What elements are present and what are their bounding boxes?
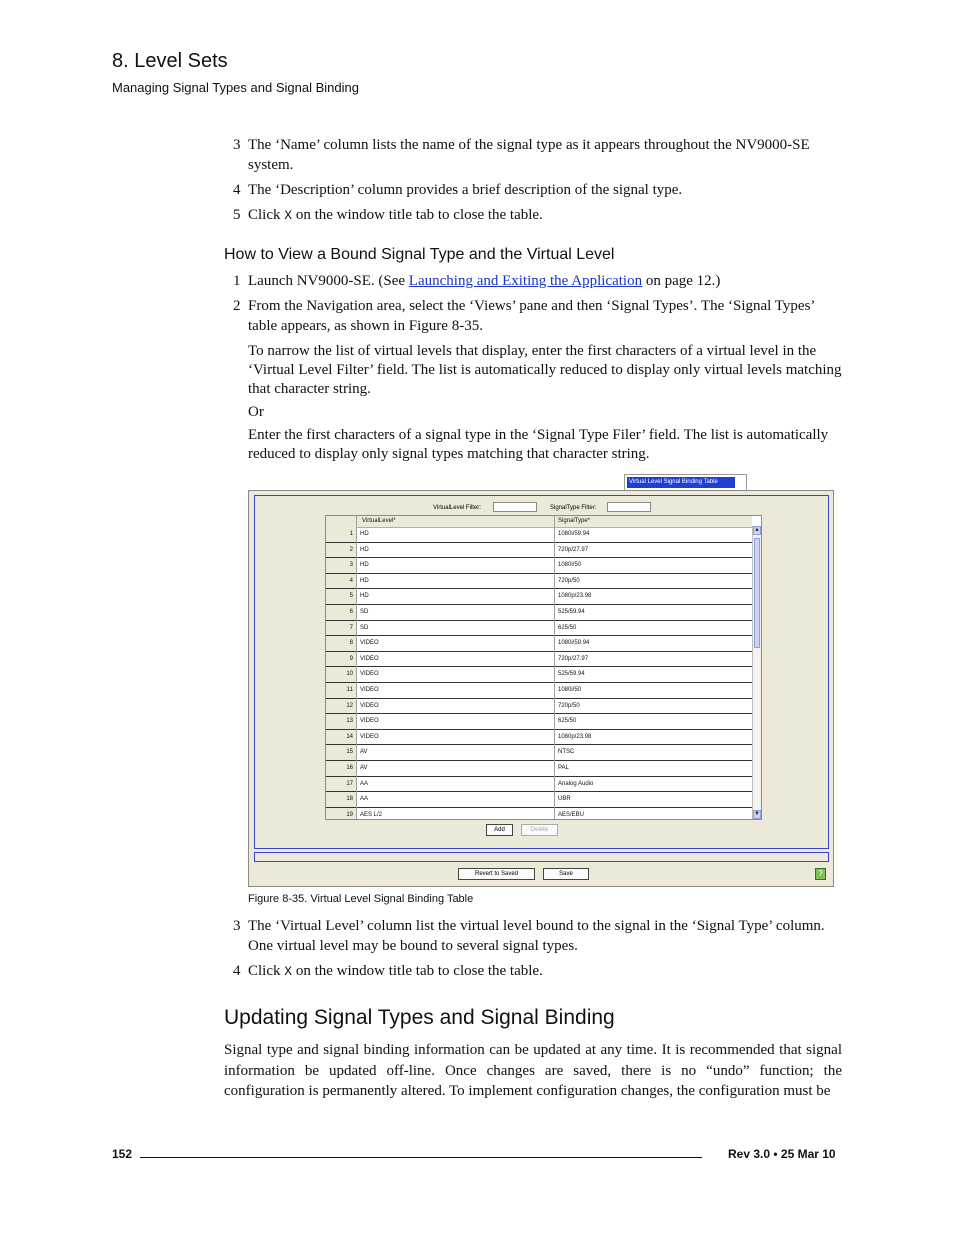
chapter-title: 8. Level Sets <box>112 50 228 72</box>
step-number: 3 <box>233 137 241 153</box>
table-row[interactable] <box>326 636 752 652</box>
column-divider <box>356 516 357 820</box>
step-item <box>233 205 843 226</box>
signal-type-cell[interactable]: 1080i/59.94 <box>558 531 590 537</box>
row-number: 11 <box>326 683 356 698</box>
binding-table <box>325 515 762 820</box>
signal-type-cell[interactable]: 1080i/50 <box>558 562 582 569</box>
virtual-level-cell[interactable]: HD <box>360 577 369 584</box>
virtual-level-filter-input[interactable] <box>493 502 537 512</box>
narrow-paragraph: To narrow the list of virtual levels that display, enter the first characters of a virtual level in the ‘Virtual Level Filter’ field. The list is automatically reduced to display only virtual levels matching that character string. <box>248 343 842 397</box>
table-row[interactable] <box>326 730 752 746</box>
save-button[interactable]: Save <box>543 868 589 880</box>
row-number: 18 <box>326 792 356 807</box>
virtual-level-cell[interactable]: AV <box>360 765 368 771</box>
virtual-level-cell[interactable]: HD <box>360 531 369 537</box>
step-number: 3 <box>233 918 241 934</box>
virtual-level-cell[interactable]: AES L/2 <box>360 811 383 818</box>
signal-type-cell[interactable]: Analog Audio <box>558 780 594 787</box>
signal-type-cell[interactable]: 720p/50 <box>558 702 580 709</box>
virtual-level-cell[interactable]: VIDEO <box>360 718 379 725</box>
row-number: 7 <box>326 621 356 636</box>
table-row[interactable] <box>326 605 752 621</box>
virtual-level-cell[interactable]: HD <box>360 593 369 600</box>
table-row[interactable] <box>326 667 752 683</box>
footer-rule <box>140 1157 702 1158</box>
close-key-code: X <box>284 964 293 979</box>
signal-type-cell[interactable]: 720p/27.97 <box>558 655 589 662</box>
row-number: 19 <box>326 808 356 820</box>
row-number: 16 <box>326 761 356 776</box>
virtual-level-cell[interactable]: VIDEO <box>360 687 379 693</box>
row-number: 4 <box>326 574 356 589</box>
subsection-heading: How to View a Bound Signal Type and the Virtual Level <box>224 246 615 263</box>
virtual-level-cell[interactable]: AA <box>360 780 369 787</box>
column-divider <box>554 516 555 820</box>
step-text: The ‘Virtual Level’ column list the virtual level bound to the signal in the ‘Signal Type’ column. One virtual level may be bound to several signal types. <box>248 918 825 954</box>
row-number: 8 <box>326 636 356 651</box>
table-row[interactable] <box>326 777 752 793</box>
step-text: Click X on the window title tab to close the table. <box>248 207 543 223</box>
step-item <box>233 271 843 291</box>
row-number: 2 <box>326 543 356 558</box>
column-header-signal-type[interactable]: SignalType* <box>558 518 591 524</box>
virtual-level-cell[interactable]: SD <box>360 624 369 631</box>
table-row[interactable] <box>326 745 752 761</box>
row-number: 6 <box>326 605 356 620</box>
tab-title: Virtual Level Signal Binding Table <box>627 477 735 488</box>
launching-link[interactable]: Launching and Exiting the Application <box>408 273 643 289</box>
page-number: 152 <box>112 1147 133 1161</box>
signal-type-cell[interactable]: 625/50 <box>558 624 577 631</box>
step-number: 4 <box>233 963 241 979</box>
revision-label: Rev 3.0 • 25 Mar 10 <box>728 1147 836 1161</box>
step-item <box>233 296 843 336</box>
row-number: 9 <box>326 652 356 667</box>
virtual-level-cell[interactable]: VIDEO <box>360 655 379 662</box>
row-number: 1 <box>326 527 356 542</box>
enter-paragraph: Enter the first characters of a signal type in the ‘Signal Type Filer’ field. The list is automatically reduced to display only signal types matching that character string. <box>248 427 829 462</box>
row-number: 14 <box>326 730 356 745</box>
virtual-level-cell[interactable]: VIDEO <box>360 640 379 647</box>
row-number: 10 <box>326 667 356 682</box>
table-row[interactable] <box>326 652 752 668</box>
column-header-virtual-level[interactable]: VirtualLevel* <box>362 518 396 524</box>
step-item <box>233 961 843 982</box>
step-text: Launch NV9000-SE. (See Launching and Exiting the Application on page 12.) <box>248 273 721 289</box>
revert-to-saved-button[interactable]: Revert to Saved <box>458 868 535 880</box>
step-item <box>233 180 843 200</box>
close-key-code: X <box>284 208 293 223</box>
virtual-level-cell[interactable]: AV <box>360 749 368 756</box>
step-number: 1 <box>233 273 241 289</box>
scroll-up-arrow-icon[interactable]: ▲ <box>754 527 760 533</box>
row-number: 3 <box>326 558 356 573</box>
step-number: 5 <box>233 207 241 223</box>
add-button[interactable]: Add <box>486 824 513 836</box>
step-text: From the Navigation area, select the ‘Views’ pane and then ‘Signal Types’. The ‘Signal Types’ table appears, as shown in Figure 8-35. <box>248 298 815 334</box>
step-text: Click X on the window title tab to close the table. <box>248 963 543 979</box>
signal-filter-label: SignalType Filter: <box>550 505 597 511</box>
delete-button[interactable]: Delete <box>521 824 558 836</box>
step-text: The ‘Description’ column provides a brief description of the signal type. <box>248 182 683 198</box>
table-row[interactable] <box>326 714 752 730</box>
row-number: 5 <box>326 589 356 604</box>
step-item <box>233 916 843 956</box>
virtual-level-cell[interactable]: AA <box>360 796 369 803</box>
table-row[interactable] <box>326 808 752 820</box>
row-number: 17 <box>326 777 356 792</box>
table-row[interactable] <box>326 792 752 808</box>
signal-type-cell[interactable]: 720p/50 <box>558 577 580 584</box>
body-paragraph: Signal type and signal binding information can be updated at any time. It is recommended that signal information be updated off-line. Once changes are saved, there is no “undo” function; the configuration is permanently altered. To implement configuration changes, the configuration must be <box>224 1042 842 1099</box>
virtual-level-cell[interactable]: VIDEO <box>360 702 379 709</box>
signal-type-cell[interactable]: 1080i/50 <box>558 687 582 693</box>
table-panel <box>254 495 829 849</box>
vertical-scrollbar[interactable] <box>752 526 761 819</box>
virtual-level-cell[interactable]: VIDEO <box>360 733 379 740</box>
step-number: 2 <box>233 298 241 314</box>
window-title-tab[interactable] <box>624 474 747 490</box>
table-row[interactable] <box>326 589 752 605</box>
table-row[interactable] <box>326 699 752 715</box>
row-number: 13 <box>326 714 356 729</box>
virtual-level-cell[interactable]: SD <box>360 609 369 615</box>
row-number: 15 <box>326 745 356 760</box>
virtual-filter-label: VirtualLevel Filter: <box>433 505 481 511</box>
virtual-level-cell[interactable]: VIDEO <box>360 671 379 678</box>
virtual-level-cell[interactable]: HD <box>360 546 369 553</box>
signal-type-cell[interactable]: AES/EBU <box>558 811 585 818</box>
signal-type-cell[interactable]: 720p/27.97 <box>558 546 589 553</box>
table-row[interactable] <box>326 621 752 637</box>
table-row[interactable] <box>326 543 752 559</box>
help-icon[interactable]: ? <box>815 868 826 880</box>
signal-type-cell[interactable]: 525/59.94 <box>558 671 585 678</box>
signal-type-cell[interactable]: PAL <box>558 765 569 771</box>
step-number: 4 <box>233 182 241 198</box>
signal-type-cell[interactable]: 1080i/59.94 <box>558 640 590 647</box>
signal-type-cell[interactable]: NTSC <box>558 749 575 756</box>
virtual-level-cell[interactable]: HD <box>360 562 369 569</box>
signal-type-filter-input[interactable] <box>607 502 651 512</box>
step-text: The ‘Name’ column lists the name of the signal type as it appears throughout the NV9000-SE system. <box>248 137 810 173</box>
figure-caption: Figure 8-35. Virtual Level Signal Binding Table <box>248 893 474 905</box>
binding-table-screenshot <box>248 490 834 887</box>
table-row[interactable] <box>326 527 752 543</box>
signal-type-cell[interactable]: 1080p/23.98 <box>558 733 592 740</box>
step-item <box>233 135 843 175</box>
table-row[interactable] <box>326 683 752 699</box>
table-row[interactable] <box>326 761 752 777</box>
signal-type-cell[interactable]: 625/50 <box>558 718 577 725</box>
section-subtitle: Managing Signal Types and Signal Binding <box>112 80 359 95</box>
table-row[interactable] <box>326 574 752 590</box>
row-number: 12 <box>326 699 356 714</box>
signal-type-cell[interactable]: 525/59.94 <box>558 609 585 615</box>
status-bar <box>254 852 829 862</box>
table-row[interactable] <box>326 558 752 574</box>
section-heading: Updating Signal Types and Signal Binding <box>224 1006 615 1029</box>
scroll-down-arrow-icon[interactable]: ▼ <box>754 811 760 817</box>
signal-type-cell[interactable]: 1080p/23.98 <box>558 593 592 600</box>
scroll-thumb[interactable] <box>754 538 760 648</box>
signal-type-cell[interactable]: UBR <box>558 796 571 803</box>
or-paragraph: Or <box>248 404 264 420</box>
